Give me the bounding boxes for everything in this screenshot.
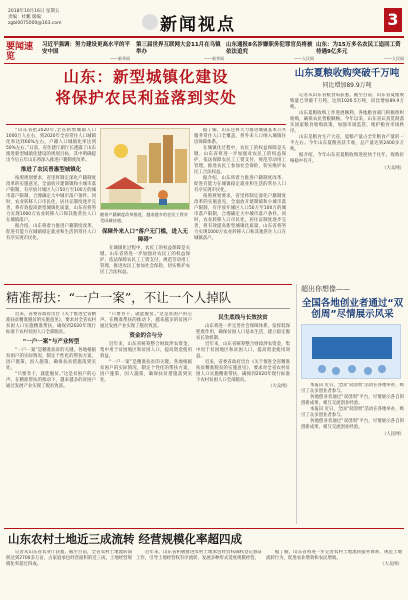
main-headline[interactable] (6, 67, 286, 123)
grain-subtitle: 同比增加89.9万吨 (322, 82, 372, 89)
brief-item[interactable] (42, 42, 130, 61)
third-column (194, 128, 286, 280)
land-headline[interactable]: 山东农村土地近三成流转 经营规模化率超四成 (8, 532, 243, 546)
brief-source: ——新华网 (110, 56, 130, 61)
land-paragraph: 据了解，山东省将进一步完善农村土地流转服务体系，规范土地流转行为，促进农业增效和农民增收。 (266, 550, 402, 561)
grain-title[interactable]: 山东夏粮收购突破千万吨 (294, 68, 400, 79)
editor-line: 责编：杜鹏 版编： (8, 15, 46, 20)
header-meta (8, 9, 62, 27)
lead-subhead: 推进了农民普惠型城镇化 (20, 167, 82, 173)
lead-paragraph: 据介绍，山东将着力推进户籍制度改革，促进有能力在城镇稳定就业和生活的常住人口有序实现市民化。 (6, 224, 96, 241)
editor-email: zgbl0075000@163.com (8, 21, 62, 26)
entrepreneur-body (301, 383, 404, 513)
issue-date: 2018年10月16日 星期五 (8, 9, 60, 14)
poverty-paragraph: “一户一案”是精准扶贫的关键。各地根据贫困户的实际情况，制定个性化的帮扶方案，因户施策、因人施策，确保扶贫措施落到实处。 (6, 348, 96, 371)
entrepreneur-article (296, 284, 404, 524)
poverty-col-3 (196, 312, 290, 524)
city-illustration (101, 129, 190, 210)
section-divider (4, 528, 404, 529)
brief-title: 习近平强调：努力建设更高水平的平安中国 (42, 42, 131, 55)
section-title: 新闻视点 (160, 15, 236, 35)
news-briefs (4, 40, 404, 64)
column-paragraph: 据介绍，山东将着力推进户籍制度改革，促进有能力在城镇稳定就业和生活的常住人口有序实现市民化。 (194, 176, 286, 193)
image-caption: 随着户籍制度改革推进，越来越多的农民工将享受同城待遇。 (100, 212, 188, 223)
brief-title: 第三届世界互联网大会11月在乌镇举办 (136, 42, 221, 55)
grain-body (290, 93, 404, 283)
event-banner-graphic (302, 325, 401, 379)
brief-item[interactable] (136, 42, 224, 61)
headline-rule (6, 308, 290, 309)
poverty-paragraph: 近年来，山东省统筹整合财政涉农资金，集中用于贫困地区和贫困人口，提高资金使用效益。 (100, 342, 192, 359)
grain-paragraph: 记者从山东省粮食局获悉，截至目前，山东省夏粮收购量已突破千万吨，达到1026.5万吨，同比增加89.9万吨。 (290, 93, 404, 110)
mid-paragraph: 在城镇化过程中，农民工的权益保障是关键。山东省将进一步加强对农民工的权益保护，依法保障农民工工资支付，规范劳动用工管理，推进农民工参加社会保险，切实维护农民工合法权益。 (100, 246, 190, 275)
page-header (4, 4, 404, 38)
grain-paragraph: 山东夏粮收购工作进展顺利，各地粮食部门积极组织收购，确保农民售粮顺畅。今年以来，山东省认真贯彻落实国家粮食收购政策，加强市场监管，维护粮食市场秩序。 (290, 111, 404, 134)
land-paragraph: 近年来，山东省积极推进农村土地承包经营权确权登记颁证工作，引导土地经营权有序流转，发展多种形式适度规模经营。 (136, 550, 262, 561)
mid-article (100, 226, 190, 280)
brief-item[interactable] (316, 42, 404, 61)
page-number: 3 (384, 8, 402, 32)
headline-divider (6, 124, 286, 125)
lead-paragraph: 按照规划要求，省里将制定深化户籍制度改革的实施意见，全面放开建制镇和小城市落户限制，有序放开城区人口50万至100万的城市落户限制，合理确定大中城市落户条件。同时，农业转移人口市民化，居住证制度逐步完善，将有效提高新型城镇化质量，山东省将努力实现1000万农业转移人口和其他常住人口在城镇落户。 (6, 176, 96, 223)
poverty-headline[interactable]: 精准帮扶：“一户一案”，不让一个人掉队 (6, 290, 232, 305)
entrepreneur-paragraph: 本报讯 近日，全国“双创周”活动在各地举办，吸引了众多创业者参与。 (301, 407, 404, 418)
entrepreneur-source: （人民网） (382, 432, 404, 437)
brief-item[interactable] (226, 42, 314, 61)
entrepreneur-title[interactable]: 全国各地创业者通过“双创周”尽情展示风采 (301, 298, 404, 320)
poverty-paragraph: “一户一案”是精准扶贫的关键。各地根据贫困户的实际情况，制定个性化的帮扶方案，因户施策、因人施策，确保扶贫措施落到实处。 (100, 360, 192, 383)
grain-paragraph: 据介绍，今年山东省夏粮收购进度快于往年，收购价格稳中有升。 (290, 153, 404, 164)
brief-title: 山东：为15万多名农民工追回工资待遇9亿多元 (316, 42, 401, 55)
poverty-paragraph: 近来，省委省政府出台《关于推进全省精准扶贫精准脱贫的实施意见》，要求对全省农村贫困人口实施精准帮扶，确保到2020年现行标准下农村贫困人口全部脱贫。 (6, 312, 96, 335)
poverty-subhead: “一户一案”与产业转型 (22, 339, 80, 345)
brief-source: ——人民网 (294, 56, 314, 61)
section-divider (4, 284, 292, 285)
illustration-image (100, 128, 190, 210)
poverty-subhead: 民生底线与长效扶贫 (218, 315, 268, 321)
globe-icon (142, 14, 158, 30)
grain-article (290, 68, 404, 280)
land-col-1 (6, 550, 132, 596)
brief-source: ——新华网 (204, 56, 224, 61)
poverty-subhead: 资金的合与分 (129, 333, 163, 339)
headline-line2: 将保护农民利益落到实处 (55, 89, 237, 107)
entrepreneur-paragraph: 各地创业者通过“双创周”平台，尽情展示各自的创新成果，相互交流创业经验。 (301, 419, 404, 430)
entrepreneur-tag: 超出你想像—— (301, 285, 350, 293)
grain-source: （大众网） (382, 166, 404, 171)
column-paragraph: 在城镇化过程中，农民工的权益保障是关键。山东省将进一步加强对农民工的权益保护，依法保障农民工工资支付，规范劳动用工管理，推进农民工参加社会保险，切实维护农民工合法权益。 (194, 146, 286, 175)
poverty-col-2 (100, 312, 192, 524)
land-col-2 (136, 550, 262, 596)
entrepreneur-paragraph: 各地创业者通过“双创周”平台，尽情展示各自的创新成果，相互交流创业经验。 (301, 395, 404, 406)
column-paragraph: 按照规划要求，省里将制定深化户籍制度改革的实施意见，全面放开建制镇和小城市落户限制，有序放开城区人口50万至100万的城市落户限制，合理确定大中城市落户条件。同时，农业转移人口市民化，居住证制度逐步完善，将有效提高新型城镇化质量，山东省将努力实现1000万农业转移人口和其他常住人口在城镇落户。 (194, 194, 286, 241)
briefs-label: 要闻速览 (6, 42, 34, 62)
land-source: （大众网） (380, 562, 402, 567)
poverty-paragraph: 近来，省委省政府出台《关于推进全省精准扶贫精准脱贫的实施意见》，要求对全省农村贫困人口实施精准帮扶，确保到2020年现行标准下农村贫困人口全部脱贫。 (196, 360, 290, 383)
lead-article (6, 128, 96, 280)
poverty-paragraph: “只要肯干，就能脱贫。”这是贫困户的心声。在精准帮扶的推动下，越来越多的贫困户通过发展产业实现了脱贫致富。 (6, 372, 96, 389)
poverty-source: （大众网） (268, 384, 290, 389)
poverty-paragraph: “只要肯干，就能脱贫。”这是贫困户的心声。在精准帮扶的推动下，越来越多的贫困户通过发展产业实现了脱贫致富。 (100, 312, 192, 329)
column-paragraph: 据了解，山东还将大力推进城镇基本公共服务常住人口全覆盖，将外来人口纳入城镇住房保障体系。 (194, 128, 286, 145)
grain-paragraph: 山东是粮食生产大省，夏粮产量占全年粮食产量的一半左右。今年山东夏粮喜获丰收，总产量达到2400多万吨。 (290, 135, 404, 152)
poverty-paragraph: 近年来，山东省统筹整合财政涉农资金，集中用于贫困地区和贫困人口，提高资金使用效益。 (196, 342, 290, 359)
poverty-col-1 (6, 312, 96, 524)
land-col-3 (266, 550, 402, 596)
land-paragraph: 记者从山东省农业厅获悉，截至目前，全省农村土地流转面积达到2700多万亩，占家庭承包经营面积的近三成，土地经营规模化率超过四成。 (6, 550, 132, 567)
lead-paragraph: “山东省把2020年,全省新增城镇人口1000万人左右，到2020年全省常住人口城镇化率达到60%左右，户籍人口城镇化率达到50%左右。”日前，省住建厅副厅长透露了山东推进新型城镇化建设的规划目标，其中明确提出今后五年山东将深入推进户籍制度改革。 (6, 128, 96, 163)
poverty-paragraph: 山东将进一步完善社会保障体系，发挥低保兜底作用，确保贫困人口基本生活，建立稳定脱贫长效机制。 (196, 324, 290, 341)
mid-subhead: 保障外来人口“落户无门槛，进入无障碍” (101, 229, 189, 243)
brief-source: ——人民网 (384, 56, 404, 61)
headline-line1: 山东：新型城镇化建设 (63, 68, 229, 86)
brief-title: 山东通报8名涉嫌职务犯罪官员将被依法追究 (226, 42, 313, 55)
event-photo (301, 324, 401, 379)
entrepreneur-paragraph: 本报讯 近日，全国“双创周”活动在各地举办，吸引了众多创业者参与。 (301, 383, 404, 394)
